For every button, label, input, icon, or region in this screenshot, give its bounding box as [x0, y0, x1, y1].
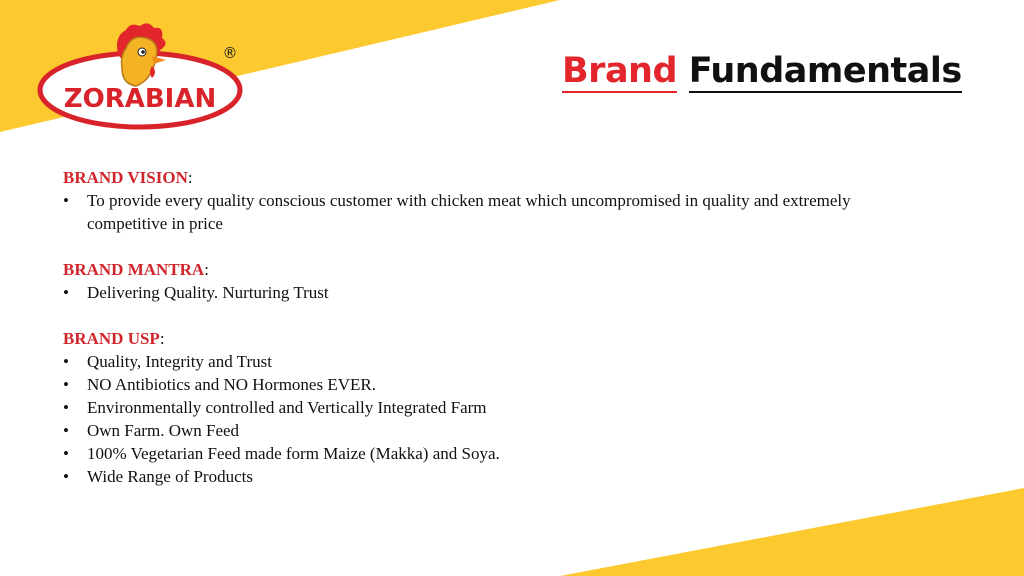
list-item: • To provide every quality conscious customer with chicken meat which uncompromised in quality and extremely competitive in price: [63, 189, 903, 235]
list-item: • Own Farm. Own Feed: [63, 419, 903, 442]
bullet-list: [63, 189, 903, 235]
section-colon: :: [204, 260, 209, 279]
bullet-list: [63, 281, 903, 304]
zorabian-logo: [34, 20, 254, 132]
logo-wordmark: ZORABIAN: [63, 84, 217, 114]
registered-mark: ®: [222, 44, 238, 62]
section-brand-usp: [63, 327, 903, 488]
list-item: • Wide Range of Products: [63, 465, 903, 488]
list-item: • Quality, Integrity and Trust: [63, 350, 903, 373]
list-item: • 100% Vegetarian Feed made form Maize (Makka) and Soya.: [63, 442, 903, 465]
list-item: • NO Antibiotics and NO Hormones EVER.: [63, 373, 903, 396]
section-heading: [63, 258, 903, 281]
title-word-fundamentals: Fundamentals: [688, 51, 962, 91]
section-colon: :: [159, 329, 165, 348]
list-item: • Environmentally controlled and Vertically Integrated Farm: [63, 396, 903, 419]
list-item: • Delivering Quality. Nurturing Trust: [63, 281, 903, 304]
section-heading: [63, 327, 903, 350]
section-brand-vision: [63, 166, 903, 235]
title-word-brand: Brand: [562, 51, 678, 91]
section-label: BRAND MANTRA: [63, 260, 205, 279]
section-colon: :: [187, 168, 193, 187]
section-brand-mantra: [63, 258, 903, 304]
bottom-right-yellow-band: [560, 488, 1024, 576]
page-title: [562, 48, 962, 94]
bullet-list: [63, 350, 903, 488]
section-label: BRAND USP: [63, 329, 160, 348]
section-heading: [63, 166, 903, 189]
section-label: BRAND VISION: [63, 168, 188, 187]
content-body: [63, 166, 903, 488]
